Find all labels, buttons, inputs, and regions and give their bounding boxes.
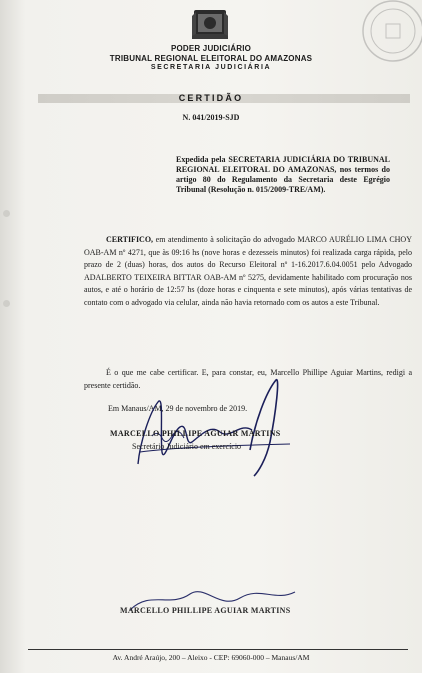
header-line-3: SECRETARIA JUDICIÁRIA [150, 64, 272, 71]
expedida-paragraph: Expedida pela SECRETARIA JUDICIÁRIA DO TRIBUNAL REGIONAL ELEITORAL DO AMAZONAS, nos termos do artigo 80 do Regulamento da Secretaria deste Egrégio Tribunal (Resolução n. 015/2009-TRE/AM). [176, 155, 390, 194]
punch-hole [3, 300, 10, 307]
signatory-name: MARCELLO PHILLIPE AGUIAR MARTINS [110, 429, 281, 438]
header-line-2: TRIBUNAL REGIONAL ELEITORAL DO AMAZONAS [109, 54, 313, 63]
certificate-title: CERTIDÃO [178, 93, 244, 103]
certificate-number: N. 041/2019-SJD [182, 113, 240, 122]
footer-address: Av. André Araújo, 200 – Aleixo - CEP: 69060-000 – Manaus/AM [112, 653, 310, 662]
coat-of-arms-icon [190, 8, 230, 42]
closing-statement-paragraph: É o que me cabe certificar. E, para constar, eu, Marcello Phillipe Aguiar Martins, redigi a presente certidão. [84, 368, 412, 390]
certifico-paragraph [84, 234, 412, 309]
handwritten-signature-icon [80, 372, 310, 482]
certifico-lead: CERTIFICO, [106, 235, 154, 244]
stamp-name: MARCELLO PHILLIPE AGUIAR MARTINS [120, 606, 291, 615]
header-line-1: PODER JUDICIÁRIO [170, 44, 252, 53]
signatory-role: Secretário Judiciário em exercício [132, 442, 242, 451]
date-line: Em Manaus/AM, 29 de novembro de 2019. [108, 404, 248, 413]
punch-hole [3, 210, 10, 217]
footer-divider [28, 649, 408, 650]
certifico-body: em atendimento à solicitação do advogado MARCO AURÉLIO LIMA CHOY OAB-AM nº 4271, que às 09:16 hs (nove horas e dezesseis minutos) foi realizada carga rápida, pelo prazo de 2 (duas) horas, dos autos do Recurso Eleitoral nº 1-16.2017.6.04.0051 pelo Advogado ADALBERTO TEIXEIRA BITTAR OAB-AM nº 5275, devidamente habilitado com procuração nos autos, e até o horário de 12:57 hs (doze horas e cinquenta e sete minutos), após várias tentativas de contato com o advogado via celular, ainda não havia retornado com os autos a este Tribunal. [84, 235, 412, 307]
